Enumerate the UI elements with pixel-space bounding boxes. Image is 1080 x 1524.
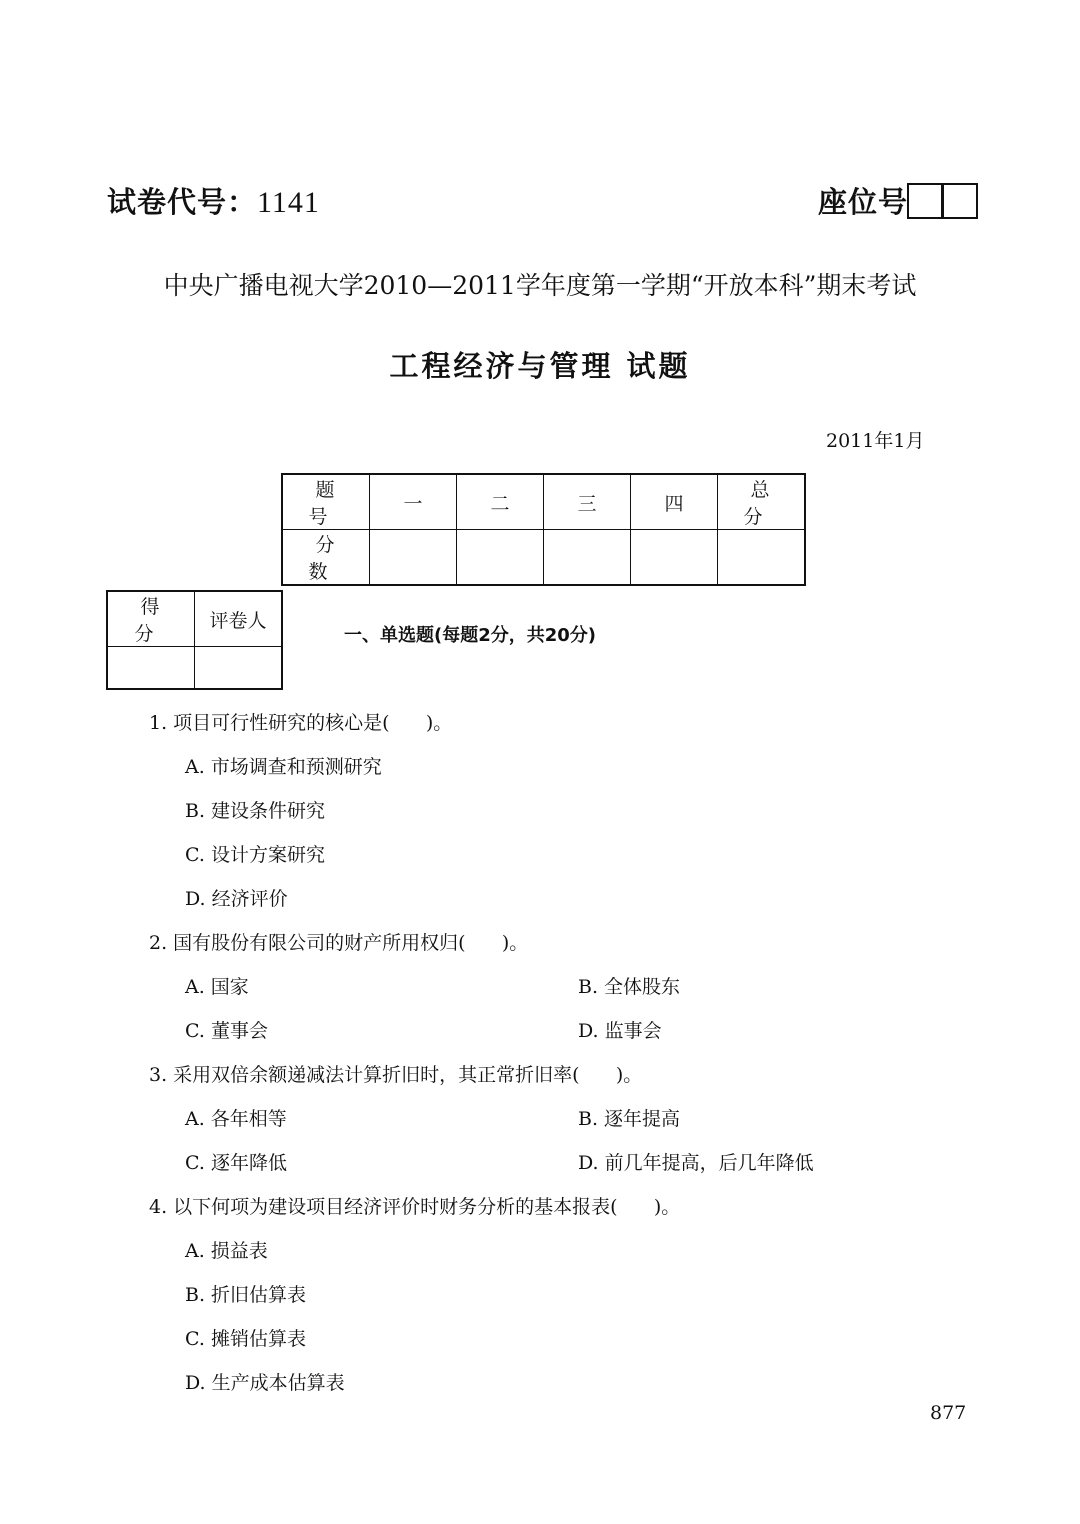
question-option: B. 折旧估算表 xyxy=(185,1284,307,1306)
seat-number-label: 座位号 xyxy=(818,185,909,219)
question-option: D. 前几年提高，后几年降低 xyxy=(578,1152,814,1174)
score-table-cell: 分 数 xyxy=(282,530,370,586)
question-stem: 1. 项目可行性研究的核心是( )。 xyxy=(149,712,453,734)
page-number: 877 xyxy=(930,1402,967,1424)
seat-box xyxy=(942,183,978,219)
score-table-cell: 四 xyxy=(631,474,718,530)
question-option: B. 建设条件研究 xyxy=(185,800,326,822)
score-table-empty-cell xyxy=(631,530,718,586)
grader-table xyxy=(106,590,283,690)
question-stem: 2. 国有股份有限公司的财产所用权归( )。 xyxy=(149,932,529,954)
grader-table-header-row xyxy=(107,591,282,647)
score-table-empty-cell xyxy=(457,530,544,586)
paper-code xyxy=(107,180,320,221)
exam-title: 工程经济与管理 试题 xyxy=(389,349,691,383)
score-table xyxy=(281,473,806,586)
question-option: D. 经济评价 xyxy=(185,888,288,910)
section-title: 一、单选题(每题2分，共20分) xyxy=(344,625,597,646)
question-option: B. 逐年提高 xyxy=(578,1108,681,1130)
score-table-cell: 总 分 xyxy=(718,474,806,530)
seat-box xyxy=(907,183,943,219)
grader-table-cell: 得 分 xyxy=(107,591,195,647)
seat-number xyxy=(818,180,978,221)
score-table-empty-cell xyxy=(718,530,806,586)
question-option: C. 董事会 xyxy=(185,1020,268,1042)
score-table-cell: 一 xyxy=(370,474,457,530)
grader-table-cell: 评卷人 xyxy=(195,591,283,647)
grader-table-empty-cell xyxy=(107,647,195,690)
question-option: C. 逐年降低 xyxy=(185,1152,287,1174)
grader-table-empty-cell xyxy=(195,647,283,690)
question-option: A. 损益表 xyxy=(185,1240,268,1262)
question-option: D. 生产成本估算表 xyxy=(185,1372,345,1394)
paper-code-value: 1141 xyxy=(257,186,320,219)
score-table-score-row xyxy=(282,530,805,586)
question-option: A. 各年相等 xyxy=(185,1108,287,1130)
exam-date: 2011年1月 xyxy=(826,430,925,452)
score-table-cell: 三 xyxy=(544,474,631,530)
score-table-cell: 二 xyxy=(457,474,544,530)
score-table-empty-cell xyxy=(544,530,631,586)
score-table-empty-cell xyxy=(370,530,457,586)
score-table-cell: 题 号 xyxy=(282,474,370,530)
question-option: B. 全体股东 xyxy=(578,976,681,998)
paper-code-label: 试卷代号： xyxy=(107,185,258,219)
question-stem: 4. 以下何项为建设项目经济评价时财务分析的基本报表( )。 xyxy=(149,1196,681,1218)
question-stem: 3. 采用双倍余额递减法计算折旧时，其正常折旧率( )。 xyxy=(149,1064,643,1086)
question-option: A. 国家 xyxy=(185,976,249,998)
question-option: D. 监事会 xyxy=(578,1020,662,1042)
grader-table-empty-row xyxy=(107,647,282,690)
question-option: A. 市场调查和预测研究 xyxy=(185,756,382,778)
question-option: C. 设计方案研究 xyxy=(185,844,325,866)
exam-subtitle: 中央广播电视大学2010—2011学年度第一学期“开放本科”期末考试 xyxy=(163,271,917,300)
question-option: C. 摊销估算表 xyxy=(185,1328,306,1350)
score-table-header-row xyxy=(282,474,805,530)
